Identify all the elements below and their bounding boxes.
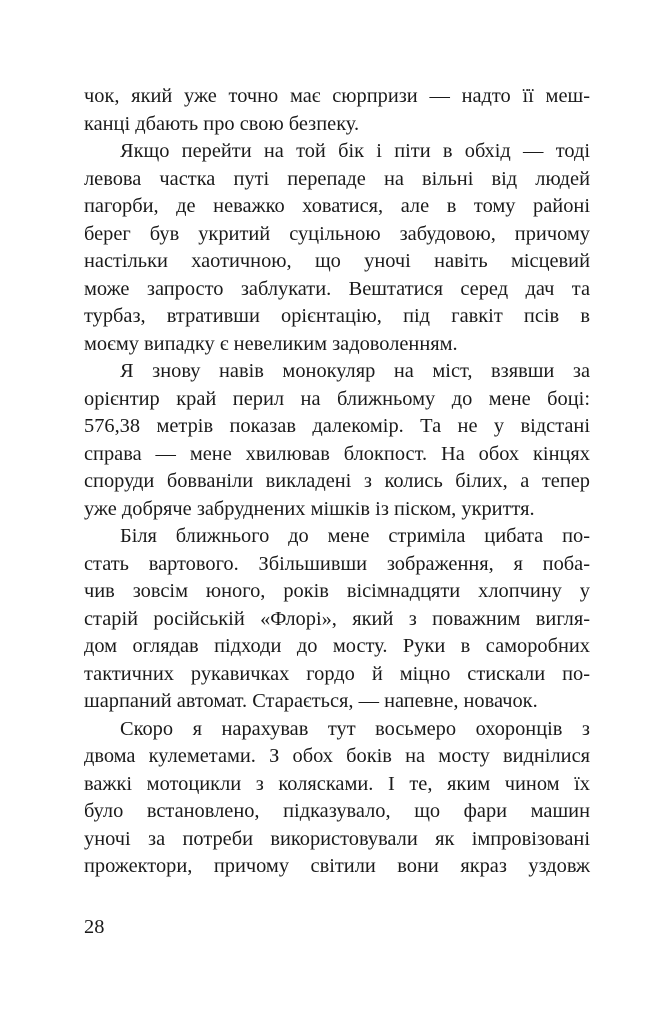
text-line: може запросто заблукати. Вештатися серед дач та — [84, 277, 590, 300]
text-line: важкі мотоцикли з колясками. І те, яким чином їх — [84, 772, 590, 795]
paragraph — [84, 83, 590, 138]
text-line: моєму випадку є невеликим задоволенням. — [84, 332, 458, 355]
text-line: тактичних рукавичках гордо й міцно стискали по- — [84, 662, 590, 685]
paragraph — [84, 358, 590, 523]
text-line: старій російській «Флорі», який з поважним вигля- — [84, 607, 590, 630]
text-line: уночі за потреби використовували як імпровізовані — [84, 827, 590, 850]
page-number: 28 — [84, 916, 105, 938]
text-line: берег був укритий суцільною забудовою, причому — [84, 222, 590, 245]
text-line: уже добряче забруднених мішків із піском, укриття. — [84, 497, 535, 520]
text-line: левова частка путі перепаде на вільні від людей — [84, 167, 590, 190]
paragraph — [84, 716, 590, 881]
text-line: споруди бовваніли викладені з колись білих, а тепер — [84, 470, 590, 492]
text-line: стать вартового. Збільшивши зображення, я поба- — [84, 552, 590, 575]
text-line: Я знову навів монокуляр на міст, взявши за — [120, 360, 590, 382]
text-line: орієнтир край перил на ближньому до мене боці: — [84, 387, 590, 410]
text-line: Біля ближнього до мене стриміла цибата по- — [120, 525, 590, 547]
text-line: двома кулеметами. З обох боків на мосту виднілися — [84, 745, 590, 767]
text-line: настільки хаотичною, що уночі навіть місцевий — [84, 250, 590, 272]
page-body — [84, 83, 590, 881]
paragraph — [84, 138, 590, 358]
text-line: пагорби, де неважко ховатися, але в тому районі — [84, 195, 590, 217]
text-line: Скоро я нарахував тут восьмеро охоронців з — [120, 717, 590, 740]
text-line: канці дбають про свою безпеку. — [84, 112, 360, 135]
text-line: чив зовсім юного, років вісімнадцяти хлопчину у — [84, 580, 590, 602]
text-line: дом оглядав підходи до мосту. Руки в саморобних — [84, 635, 590, 657]
text-line: було встановлено, підказувало, що фари машин — [84, 800, 590, 822]
text-line: 576,38 метрів показав далекомір. Та не у відстані — [84, 415, 590, 437]
text-line: справа — мене хвилював блокпост. На обох кінцях — [84, 442, 590, 465]
text-line: шарпаний автомат. Старається, — напевне, новачок. — [84, 690, 538, 712]
text-line: Якщо перейти на той бік і піти в обхід — тоді — [120, 140, 590, 162]
paragraph — [84, 523, 590, 716]
text-line: чок, який уже точно має сюрпризи — надто її меш- — [84, 85, 590, 107]
text-line: прожектори, причому світили вони якраз уздовж — [84, 855, 590, 877]
text-line: турбаз, втративши орієнтацію, під гавкіт псів в — [84, 305, 590, 327]
